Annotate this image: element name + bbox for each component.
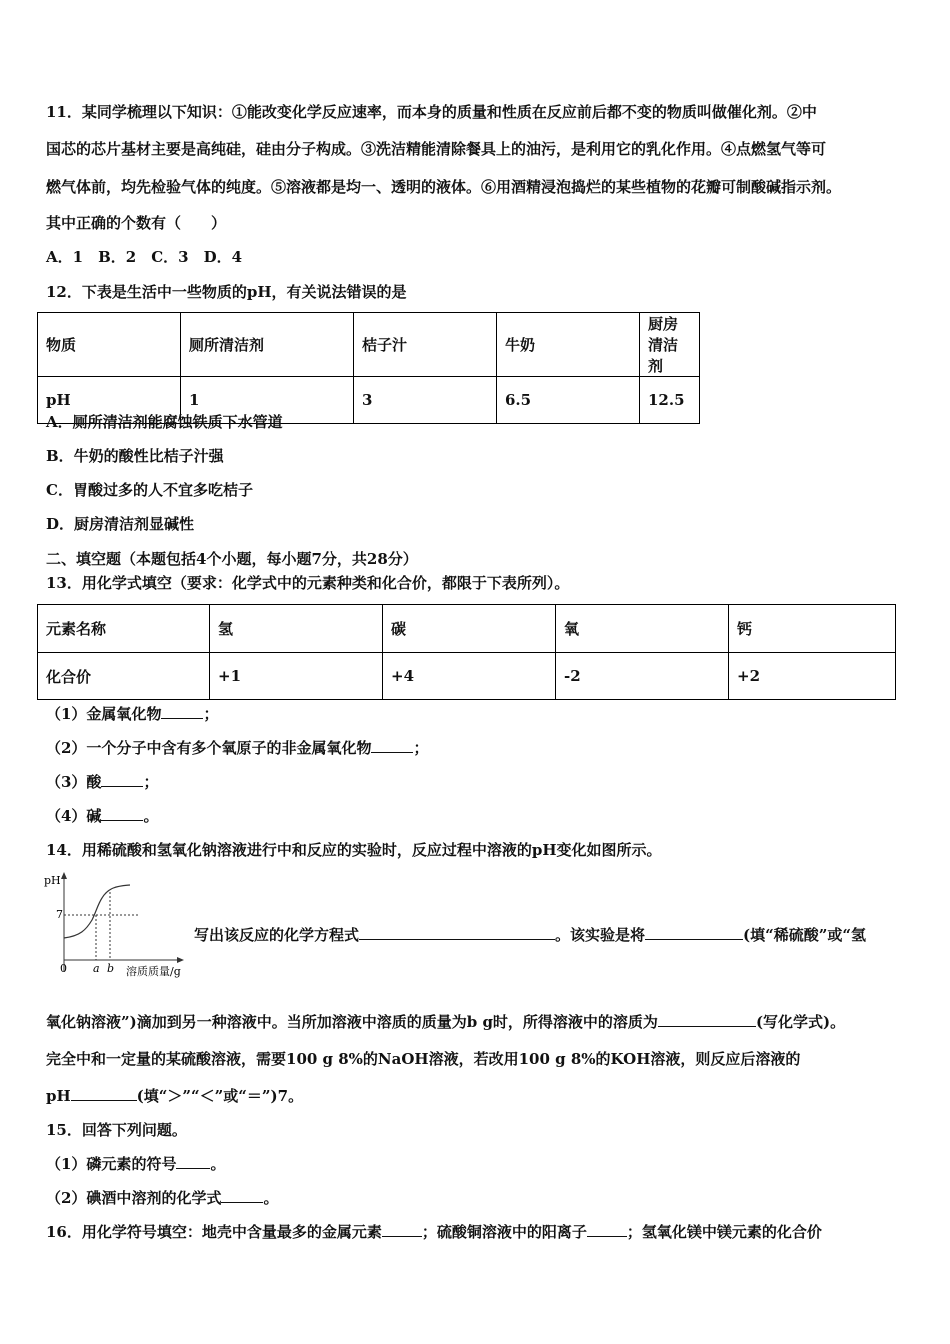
graph-x-label: 溶质质量/g	[126, 965, 181, 978]
q15-item-1-text: （1）磷元素的符号	[46, 1155, 177, 1173]
q14-line-1	[194, 925, 866, 945]
q11-line-4: 其中正确的个数有（ ）	[46, 214, 227, 232]
graph-y-tick-7: 7	[56, 908, 63, 921]
q12-option-c: C．胃酸过多的人不宜多吃桔子	[46, 481, 253, 499]
section-2-heading: 二、填空题（本题包括4个小题，每小题7分，共28分）	[46, 550, 418, 568]
q12-option-a: A．厕所清洁剂能腐蚀铁质下水管道	[46, 413, 283, 431]
q12-table-header-cell: 厕所清洁剂	[181, 313, 354, 377]
q11-line-2: 国芯的芯片基材主要是高纯硅，硅由分子构成。③洗洁精能清除餐具上的油污，是利用它的乳化作用。④点燃氢气等可	[46, 140, 827, 158]
q16-text: 16．用化学符号填空：地壳中含量最多的金属元素	[46, 1223, 382, 1241]
graph-y-arrow	[61, 872, 67, 879]
q16-mid-1: ；硫酸铜溶液中的阳离子	[421, 1223, 587, 1241]
q12-option-d: D．厨房清洁剂显碱性	[46, 515, 195, 533]
graph-ph-curve	[64, 885, 130, 938]
q13-table-header-cell: 钙	[729, 605, 896, 653]
q12-table-header-cell: 牛奶	[497, 313, 640, 377]
q11-options: A．1 B．2 C．3 D．4	[46, 248, 243, 266]
q13-table-header-row	[38, 605, 896, 653]
q14-line-1-text: 写出该反应的化学方程式	[194, 926, 360, 944]
q12-option-b: B．牛奶的酸性比桔子汁强	[46, 447, 224, 465]
q12-table-cell: 6.5	[497, 377, 640, 424]
q16-line-1	[46, 1222, 822, 1242]
q13-table-header-cell: 氢	[210, 605, 383, 653]
q14-line-4-text: pH	[46, 1087, 71, 1105]
q13-item-3-blank[interactable]	[101, 772, 143, 787]
q15-stem: 15．回答下列问题。	[46, 1121, 187, 1139]
q13-item-3	[46, 772, 158, 792]
q14-line-3: 完全中和一定量的某硫酸溶液，需要100 g 8%的NaOH溶液，若改用100 g 8%的KOH溶液，则反应后溶液的	[46, 1050, 801, 1068]
q15-item-2-blank[interactable]	[221, 1188, 263, 1203]
q13-item-2-blank[interactable]	[371, 738, 413, 753]
q13-table-header-cell: 元素名称	[38, 605, 210, 653]
q11-line-3: 燃气体前，均先检验气体的纯度。⑤溶液都是均一、透明的液体。⑥用酒精浸泡捣烂的某些植物的花瓣可制酸碱指示剂。	[46, 178, 842, 196]
q14-solute-blank[interactable]	[658, 1012, 756, 1027]
q12-table-header-cell: 物质	[38, 313, 181, 377]
q12-table-cell: pH	[38, 377, 181, 424]
q13-table-cell: 化合价	[38, 653, 210, 700]
q13-item-1-end: ；	[203, 705, 219, 723]
q13-item-1	[46, 704, 218, 724]
q12-table-cell: 12.5	[640, 377, 700, 424]
q14-line-4	[46, 1086, 303, 1106]
q13-item-2	[46, 738, 428, 758]
q13-table-header-cell: 氧	[556, 605, 729, 653]
q13-item-1-blank[interactable]	[161, 704, 203, 719]
q12-table-header-row	[38, 313, 700, 377]
q11-line-1: 11．某同学梳理以下知识：①能改变化学反应速率，而本身的质量和性质在反应前后都不变的物质叫做催化剂。②中	[46, 103, 817, 121]
q13-item-4	[46, 806, 158, 826]
q14-ph-blank[interactable]	[71, 1086, 137, 1101]
q14-line-2-text: 氧化钠溶液”)滴加到另一种溶液中。当所加溶液中溶质的质量为b g时，所得溶液中的溶质为	[46, 1013, 658, 1031]
q14-equation-blank[interactable]	[359, 925, 555, 940]
q15-item-2-end: 。	[263, 1189, 279, 1207]
graph-y-label: pH	[44, 874, 61, 887]
q12-table-header-cell: 厨房清洁剂	[640, 313, 700, 377]
q14-line-1-mid: 。该实验是将	[555, 926, 646, 944]
q13-table-cell: -2	[556, 653, 729, 700]
q13-table-header-cell: 碳	[383, 605, 556, 653]
q13-item-3-end: ；	[143, 773, 159, 791]
q14-stem: 14．用稀硫酸和氢氧化钠溶液进行中和反应的实验时，反应过程中溶液的pH变化如图所示。	[46, 841, 662, 859]
graph-x-tick-a: a	[93, 962, 100, 975]
q13-item-4-blank[interactable]	[101, 806, 143, 821]
q13-table-cell: +1	[210, 653, 383, 700]
q13-table-cell: +2	[729, 653, 896, 700]
q13-item-4-text: （4）碱	[46, 807, 102, 825]
q13-item-1-text: （1）金属氧化物	[46, 705, 162, 723]
q13-table-cell: +4	[383, 653, 556, 700]
q14-line-2	[46, 1012, 845, 1032]
q13-table-row	[38, 653, 896, 700]
q14-ph-graph	[40, 868, 200, 980]
graph-x-arrow	[177, 957, 184, 963]
q16-blank-1[interactable]	[382, 1222, 422, 1237]
q14-line-4-end: (填“＞”“＜”或“＝”)7。	[136, 1087, 304, 1105]
q14-line-2-end: (写化学式)。	[755, 1013, 846, 1031]
q15-item-2	[46, 1188, 278, 1208]
q13-item-2-end: ；	[413, 739, 429, 757]
q15-item-1	[46, 1154, 225, 1174]
graph-origin-label: 0	[60, 962, 67, 975]
q12-ph-table	[37, 312, 700, 424]
q13-stem: 13．用化学式填空（要求：化学式中的元素种类和化合价，都限于下表所列）。	[46, 574, 570, 592]
q15-item-2-text: （2）碘酒中溶剂的化学式	[46, 1189, 222, 1207]
graph-x-tick-b: b	[107, 962, 115, 975]
q12-table-header-cell: 桔子汁	[354, 313, 497, 377]
q16-mid-2: ；氢氧化镁中镁元素的化合价	[626, 1223, 822, 1241]
q14-line-1-end: (填“稀硫酸”或“氢	[743, 926, 867, 944]
q14-solution-blank[interactable]	[645, 925, 743, 940]
q15-item-1-end: 。	[210, 1155, 226, 1173]
q13-element-table	[37, 604, 896, 700]
q12-table-cell: 3	[354, 377, 497, 424]
q12-stem: 12．下表是生活中一些物质的pH，有关说法错误的是	[46, 283, 407, 301]
q13-item-3-text: （3）酸	[46, 773, 102, 791]
q16-blank-2[interactable]	[587, 1222, 627, 1237]
q15-item-1-blank[interactable]	[176, 1154, 210, 1169]
q13-item-2-text: （2）一个分子中含有多个氧原子的非金属氧化物	[46, 739, 372, 757]
q12-table-cell: 1	[181, 377, 354, 424]
q13-item-4-end: 。	[143, 807, 159, 825]
